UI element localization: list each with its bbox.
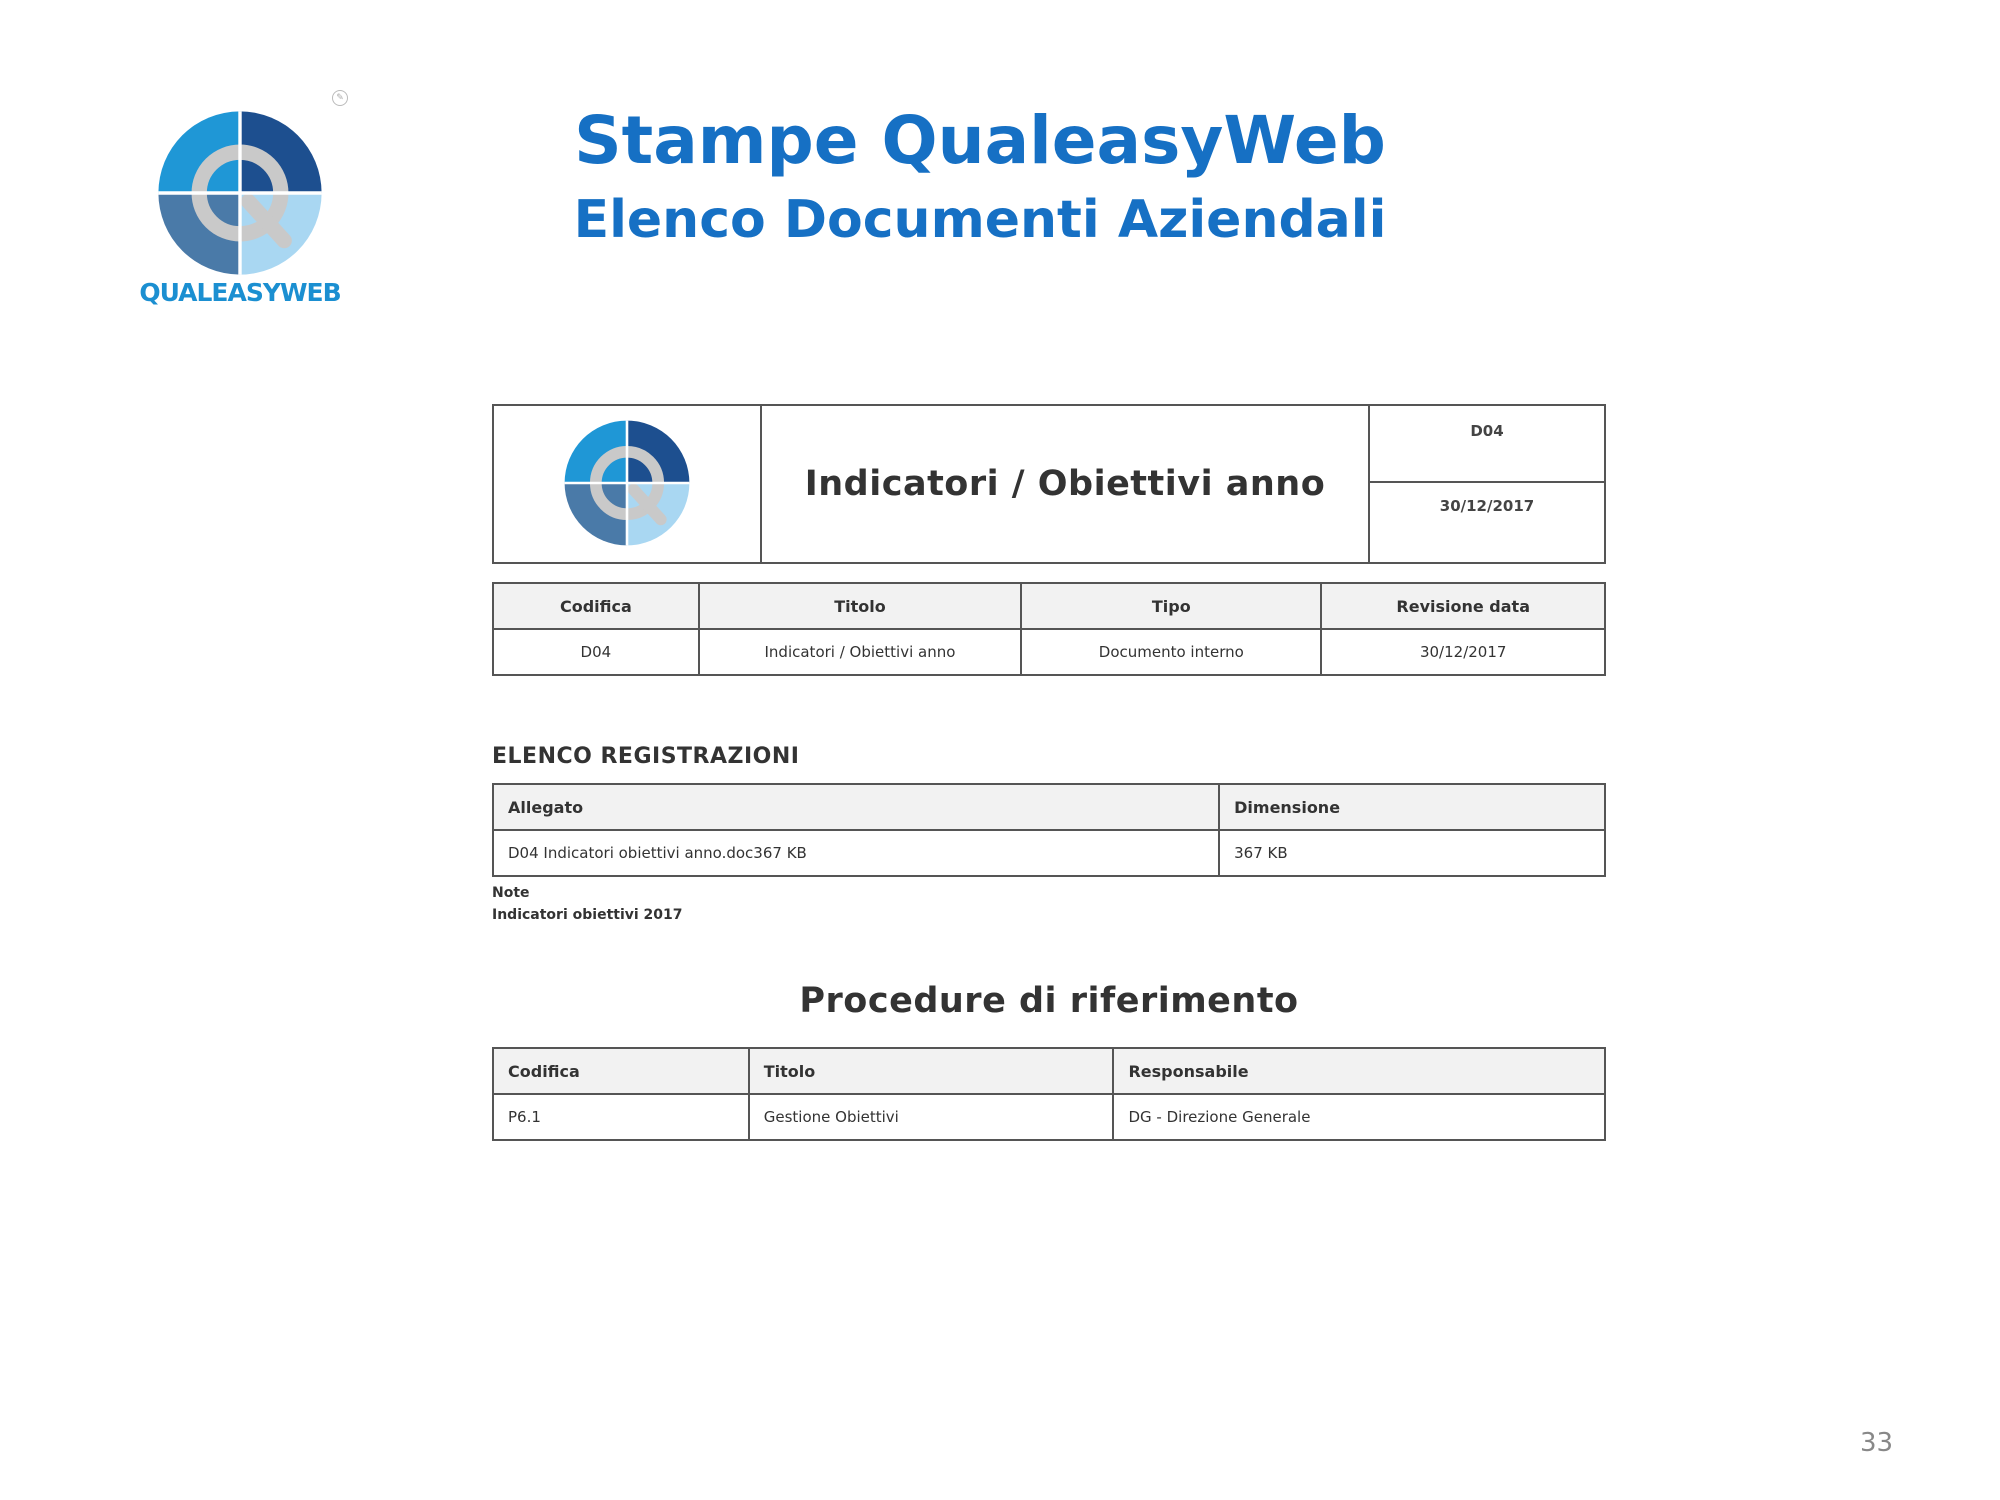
logo-text: QUALEASYWEB	[139, 278, 341, 307]
page-number: 33	[1860, 1428, 1894, 1458]
table-cell: DG - Direzione Generale	[1113, 1094, 1605, 1140]
table-header-row	[493, 784, 1605, 830]
table-cell: Documento interno	[1021, 629, 1321, 675]
document-meta-cell	[1369, 405, 1605, 563]
column-header: Dimensione	[1219, 784, 1605, 830]
procedures-heading: Procedure di riferimento	[799, 981, 1299, 1021]
document-title: Indicatori / Obiettivi anno	[761, 405, 1369, 563]
table-row	[493, 629, 1605, 675]
document-logo-cell	[493, 405, 761, 563]
document-code: D04	[1370, 406, 1604, 483]
table-row	[493, 830, 1605, 876]
table-cell: Indicatori / Obiettivi anno	[699, 629, 1021, 675]
document-header	[492, 404, 1606, 564]
brand-logo	[120, 100, 360, 320]
attachment-link[interactable]: D04 Indicatori obiettivi anno.doc367 KB	[493, 830, 1219, 876]
column-header: Titolo	[749, 1048, 1114, 1094]
edit-mark-icon: ✎	[332, 90, 348, 106]
column-header: Revisione data	[1321, 583, 1605, 629]
document-info-table	[492, 582, 1606, 676]
column-header: Codifica	[493, 1048, 749, 1094]
document-logo-icon	[562, 418, 692, 548]
table-cell: 367 KB	[1219, 830, 1605, 876]
table-cell: 30/12/2017	[1321, 629, 1605, 675]
column-header: Tipo	[1021, 583, 1321, 629]
registrations-table	[492, 783, 1606, 877]
column-header: Responsabile	[1113, 1048, 1605, 1094]
column-header: Titolo	[699, 583, 1021, 629]
column-header: Codifica	[493, 583, 699, 629]
column-header: Allegato	[493, 784, 1219, 830]
table-row	[493, 1094, 1605, 1140]
slide-title	[480, 100, 1480, 258]
procedures-table	[492, 1047, 1606, 1141]
qualeasyweb-logo-icon	[155, 108, 325, 278]
document-date: 30/12/2017	[1439, 497, 1535, 515]
slide-title-line1: Stampe QualeasyWeb	[574, 102, 1386, 179]
note-label: Note	[492, 885, 530, 901]
table-cell: Gestione Obiettivi	[749, 1094, 1114, 1140]
table-cell: D04	[493, 629, 699, 675]
document-preview	[492, 404, 1606, 1141]
table-header-row	[493, 583, 1605, 629]
table-cell: P6.1	[493, 1094, 749, 1140]
registrations-heading: ELENCO REGISTRAZIONI	[492, 744, 800, 769]
table-header-row	[493, 1048, 1605, 1094]
note-text: Indicatori obiettivi 2017	[492, 907, 683, 923]
slide-title-line2: Elenco Documenti Aziendali	[573, 190, 1387, 250]
